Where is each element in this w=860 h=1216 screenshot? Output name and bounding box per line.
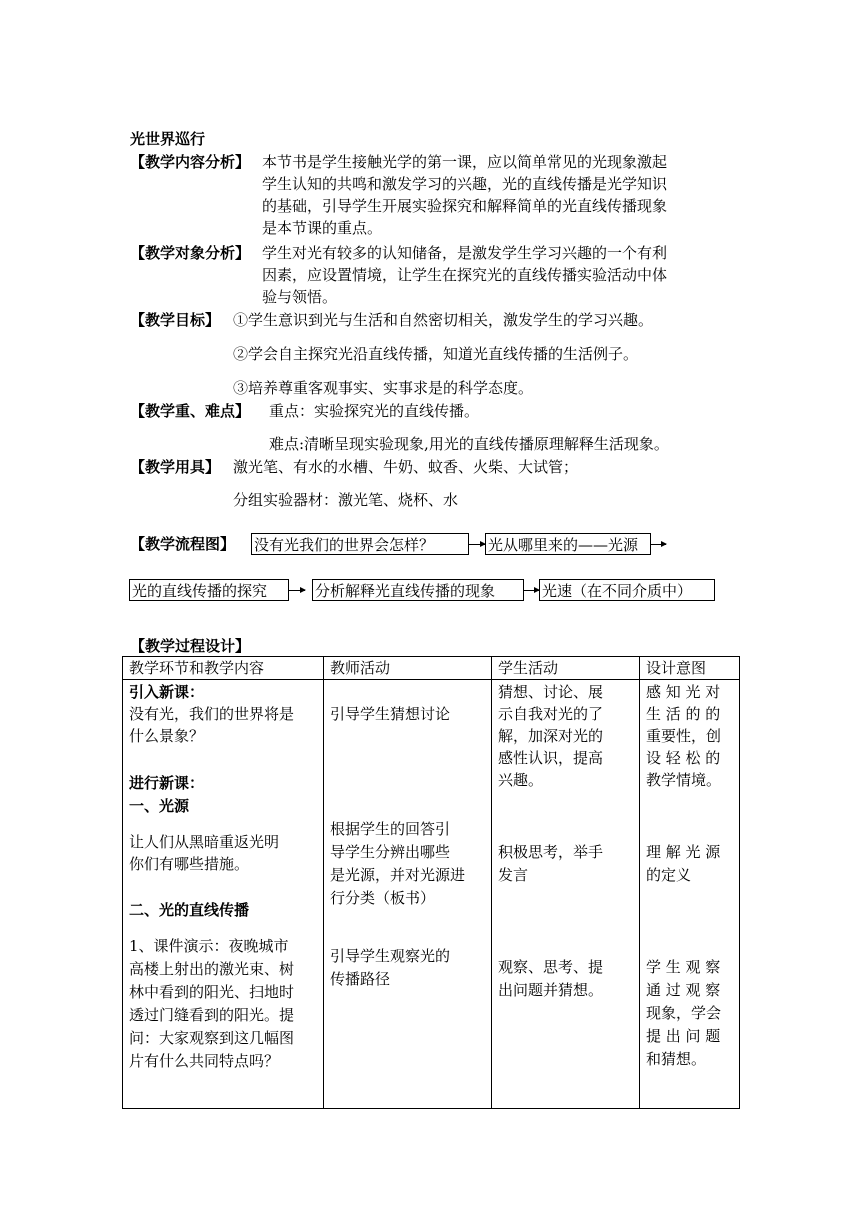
student-text: 感性认识，提高 xyxy=(498,749,604,767)
page-title: 光世界巡行 xyxy=(130,130,206,148)
section-text: 林中看到的阳光、扫地时 xyxy=(129,983,295,1001)
goal-item: ③培养尊重客观事实、实事求是的科学态度。 xyxy=(233,379,534,397)
header-cell: 教学环节和教学内容 xyxy=(123,657,324,680)
goal-item: ①学生意识到光与生活和自然密切相关，激发学生的学习兴趣。 xyxy=(233,311,654,329)
intent-text: 理 解 光 源 xyxy=(646,843,721,861)
teacher-cell xyxy=(324,680,492,1109)
intent-text: 生 活 的 的 xyxy=(646,705,721,723)
student-text: 兴趣。 xyxy=(498,771,544,789)
section-text: 透过门缝看到的阳光。提 xyxy=(129,1006,295,1024)
intro-text: 没有光，我们的世界将是 xyxy=(129,705,295,723)
student-text: 发言 xyxy=(498,866,529,884)
intent-text: 学 生 观 察 xyxy=(646,958,721,976)
section-text: 让人们从黑暗重返光明 xyxy=(129,833,280,851)
header-cell: 教师活动 xyxy=(324,657,492,680)
intent-cell xyxy=(640,680,740,1109)
teacher-text: 是光源，并对光源进 xyxy=(330,866,466,884)
new-lesson-title: 进行新课： xyxy=(129,774,205,792)
goals-label: 【教学目标】 xyxy=(130,311,221,329)
flow-arrow xyxy=(524,590,539,591)
content-cell xyxy=(123,680,324,1109)
flow-arrow xyxy=(651,544,666,545)
flow-step-2: 光从哪里来的——光源 xyxy=(485,533,651,555)
intent-text: 现象，学会 xyxy=(646,1004,722,1022)
teacher-text: 导学生分辨出哪些 xyxy=(330,843,451,861)
content-analysis-line: 学生认知的共鸣和激发学习的兴趣，光的直线传播是光学知识 xyxy=(262,175,668,193)
section-text: 问：大家观察到这几幅图 xyxy=(129,1029,295,1047)
flow-step-1: 没有光我们的世界会怎样？ xyxy=(251,533,469,555)
section-title-propagation: 二、光的直线传播 xyxy=(129,901,250,919)
section-text: 片有什么共同特点吗？ xyxy=(129,1052,280,1070)
teacher-text: 引导学生观察光的 xyxy=(330,947,451,965)
tools-line: 激光笔、有水的水槽、牛奶、蚊香、火柴、大试管； xyxy=(233,458,579,476)
key-point-text: 重点：实验探究光的直线传播。 xyxy=(269,402,480,420)
teacher-text: 行分类（板书） xyxy=(330,889,436,907)
object-analysis-line: 学生对光有较多的认知储备，是激发学生学习兴趣的一个有利 xyxy=(262,244,668,262)
process-label: 【教学过程设计】 xyxy=(130,637,251,655)
section-title-light-source: 一、光源 xyxy=(129,797,190,815)
goal-item: ②学会自主探究光沿直线传播，知道光直线传播的生活例子。 xyxy=(233,345,639,363)
flow-arrow xyxy=(469,544,485,545)
tools-label: 【教学用具】 xyxy=(130,458,221,476)
teacher-text: 根据学生的回答引 xyxy=(330,820,451,838)
table-header-row xyxy=(123,657,740,680)
intent-text: 教学情境。 xyxy=(646,771,722,789)
student-text: 积极思考，举手 xyxy=(498,843,604,861)
content-analysis-label: 【教学内容分析】 xyxy=(130,153,251,171)
tools-line: 分组实验器材：激光笔、烧杯、水 xyxy=(233,491,459,509)
intent-text: 通 过 观 察 xyxy=(646,981,721,999)
student-text: 出问题并猜想。 xyxy=(498,981,604,999)
header-cell: 设计意图 xyxy=(640,657,740,680)
content-analysis-line: 是本节课的重点。 xyxy=(262,219,383,237)
difficult-point-text: 难点:清晰呈现实验现象,用光的直线传播原理解释生活现象。 xyxy=(269,435,669,453)
flow-arrow xyxy=(289,590,305,591)
flow-step-4: 分析解释光直线传播的现象 xyxy=(312,579,524,601)
intent-text: 和猜想。 xyxy=(646,1050,707,1068)
section-text: 高楼上射出的激光束、树 xyxy=(129,960,295,978)
key-points-label: 【教学重、难点】 xyxy=(130,402,251,420)
header-cell: 学生活动 xyxy=(492,657,640,680)
intent-text: 的定义 xyxy=(646,866,692,884)
flow-step-3: 光的直线传播的探究 xyxy=(129,579,289,601)
flow-step-5: 光速（在不同介质中） xyxy=(539,579,715,601)
section-text: 你们有哪些措施。 xyxy=(129,855,250,873)
student-text: 示自我对光的了 xyxy=(498,705,604,723)
process-table xyxy=(122,656,740,1109)
teacher-text: 引导学生猜想讨论 xyxy=(330,705,451,723)
student-text: 解，加深对光的 xyxy=(498,727,604,745)
object-analysis-line: 验与领悟。 xyxy=(262,288,338,306)
content-analysis-line: 本节书是学生接触光学的第一课，应以简单常见的光现象激起 xyxy=(262,153,668,171)
student-cell xyxy=(492,680,640,1109)
intent-text: 重要性，创 xyxy=(646,727,722,745)
intent-text: 感 知 光 对 xyxy=(646,683,721,701)
teacher-text: 传播路径 xyxy=(330,970,391,988)
intro-title: 引入新课： xyxy=(129,683,205,701)
table-row xyxy=(123,680,740,1109)
intro-text: 什么景象？ xyxy=(129,727,205,745)
student-text: 观察、思考、提 xyxy=(498,958,604,976)
flow-label: 【教学流程图】 xyxy=(130,535,236,553)
object-analysis-label: 【教学对象分析】 xyxy=(130,244,251,262)
intent-text: 提 出 问 题 xyxy=(646,1027,721,1045)
object-analysis-line: 因素，应设置情境，让学生在探究光的直线传播实验活动中体 xyxy=(262,266,668,284)
intent-text: 设 轻 松 的 xyxy=(646,749,721,767)
section-text: 1、课件演示：夜晚城市 xyxy=(129,937,289,955)
content-analysis-line: 的基础，引导学生开展实验探究和解释简单的光直线传播现象 xyxy=(262,197,668,215)
student-text: 猜想、讨论、展 xyxy=(498,683,604,701)
